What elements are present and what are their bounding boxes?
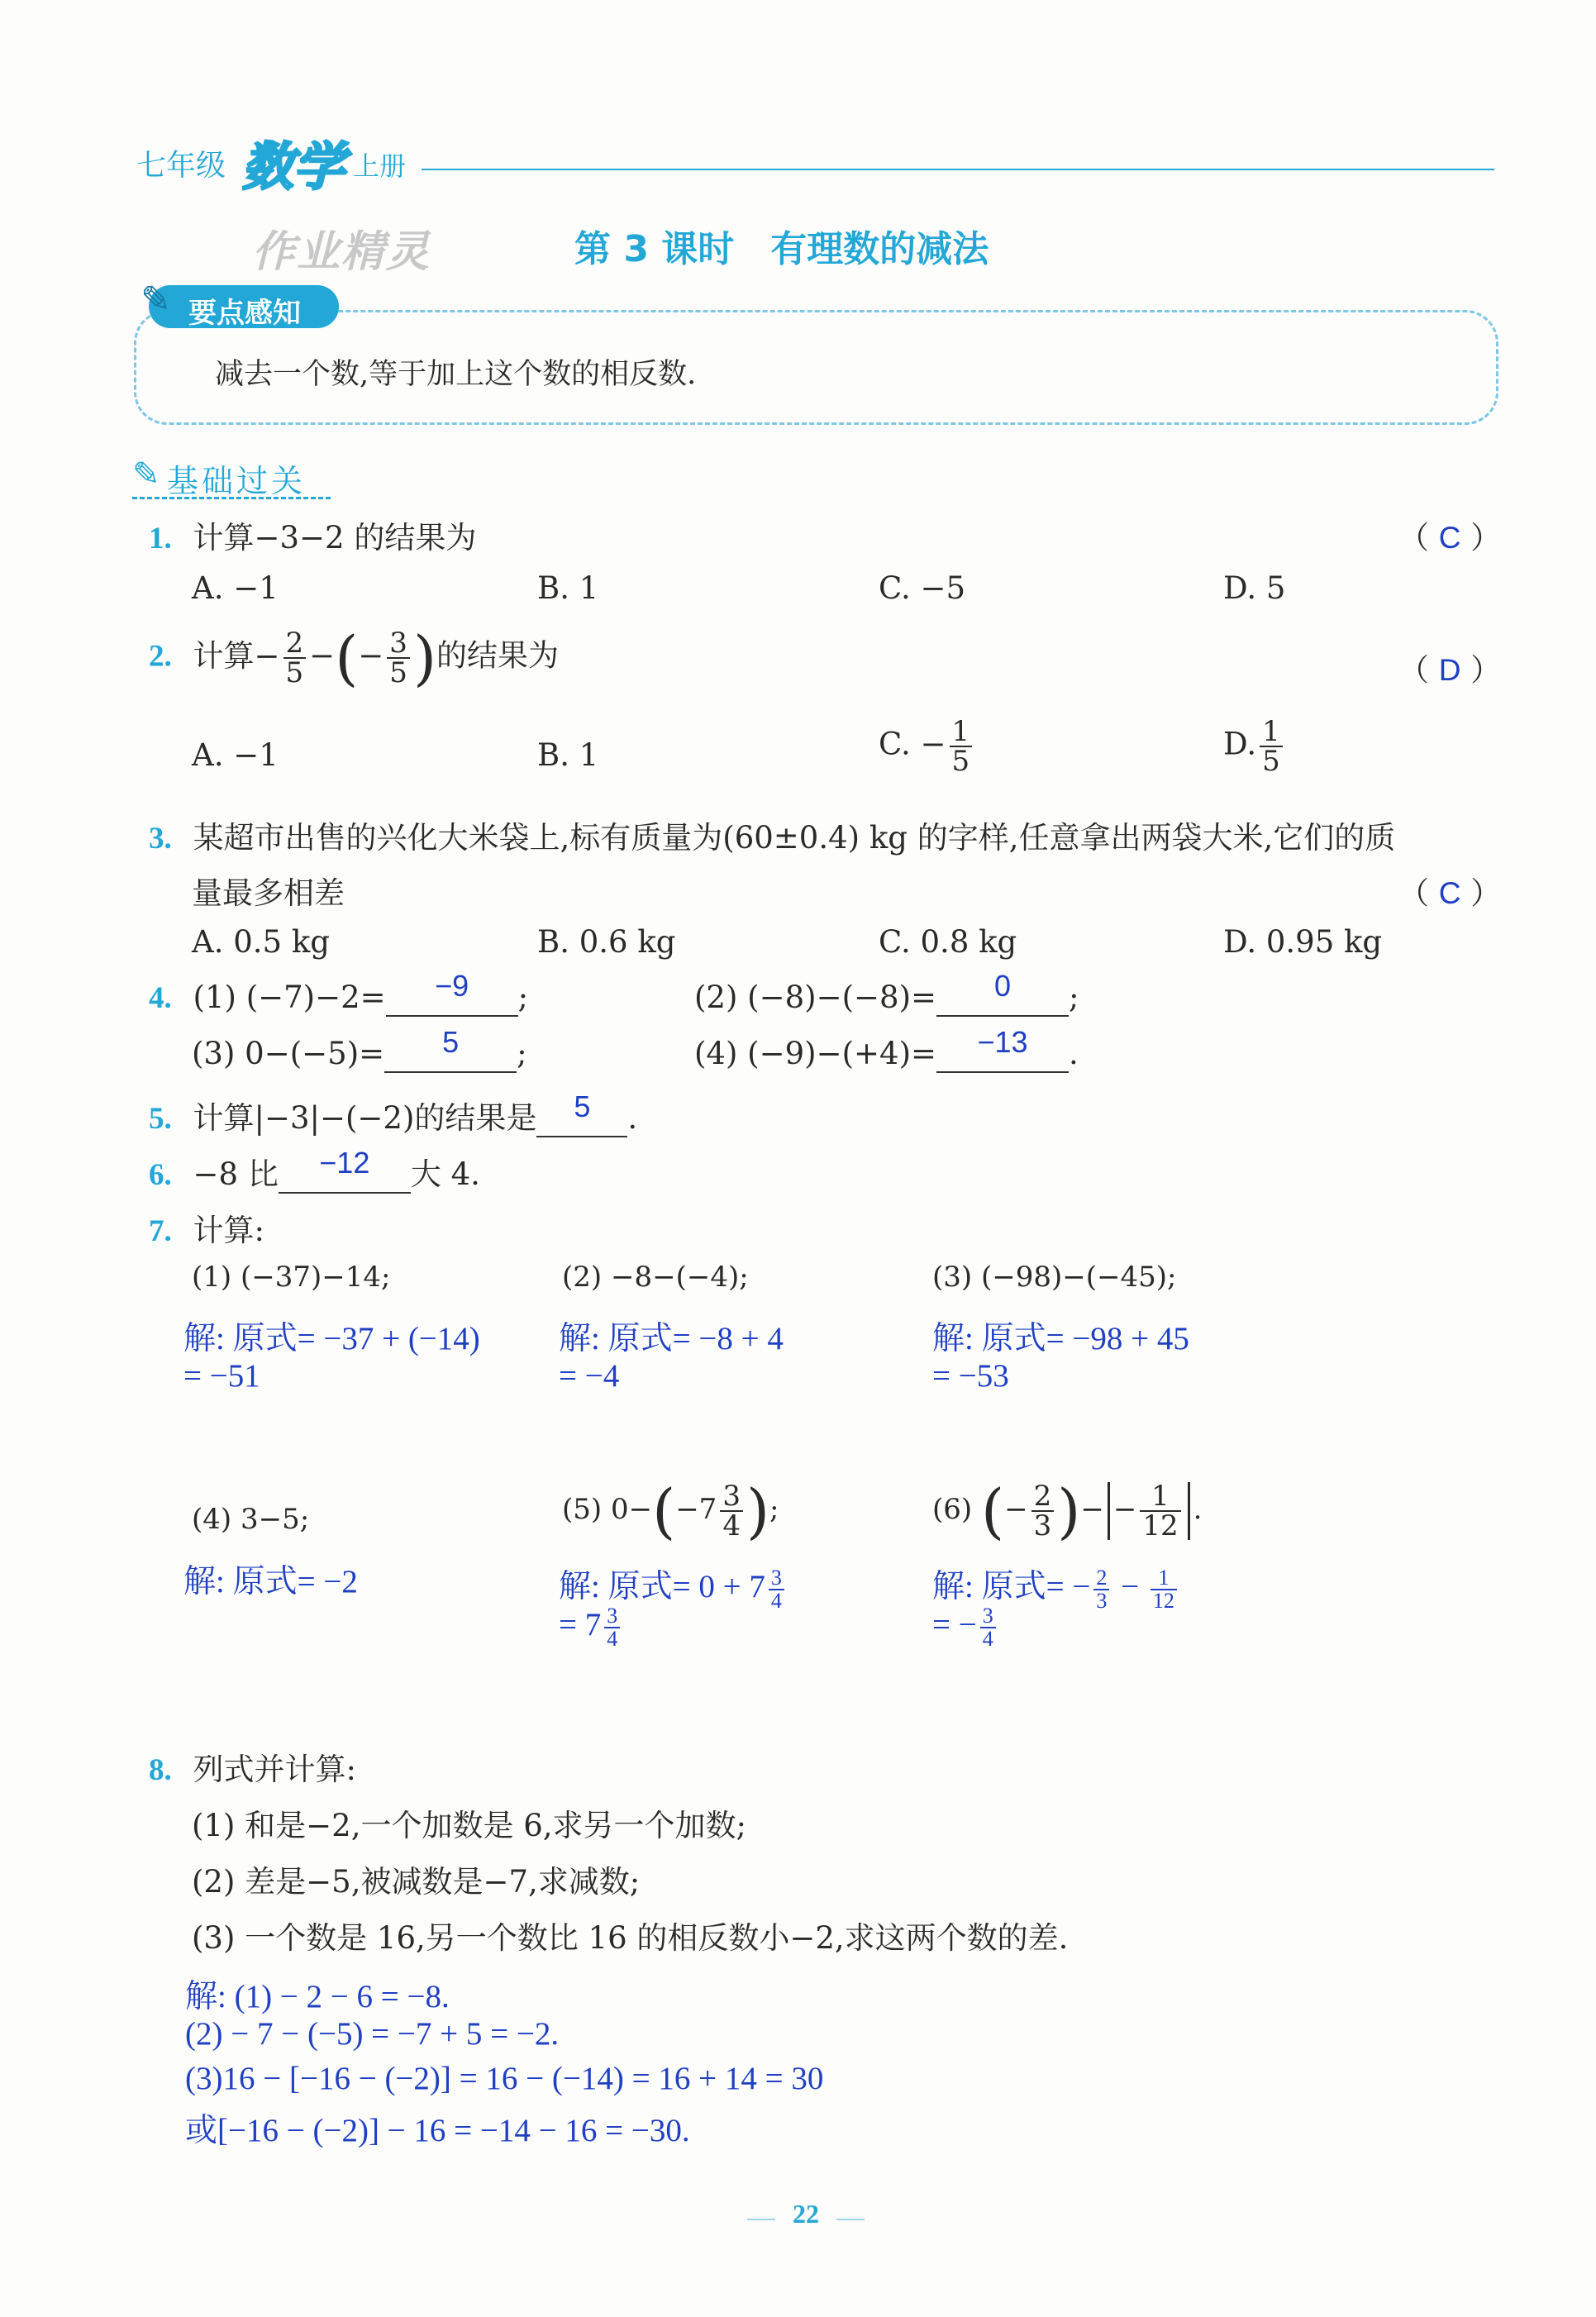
q2-option-a: A. −1 bbox=[192, 737, 279, 773]
q7-part-1: (1) (−37)−14; bbox=[192, 1261, 391, 1294]
q2-number: 2. bbox=[149, 639, 172, 674]
q3-option-c: C. 0.8 kg bbox=[879, 924, 1017, 960]
q3-option-d: D. 0.95 kg bbox=[1223, 924, 1383, 960]
question-3 bbox=[149, 813, 1395, 857]
q3-line-2: 量最多相差 bbox=[192, 875, 345, 911]
q2-option-c: C. − $\frac{1}{5}$ bbox=[879, 718, 975, 775]
q7-part-2: (2) −8−(−4); bbox=[562, 1261, 749, 1294]
header-volume: 上册 bbox=[353, 150, 407, 182]
key-points-text: 减去一个数,等于加上这个数的相反数. bbox=[215, 358, 697, 391]
q4-part-2-row: (2) (−8)−(−8)= 0 ; bbox=[694, 969, 1079, 1015]
q2-option-b: B. 1 bbox=[537, 737, 599, 773]
q7-part-4: (4) 3−5; bbox=[192, 1503, 310, 1536]
q8-stem: 列式并计算: bbox=[193, 1752, 356, 1787]
q2-fraction-2: $\frac{3}{5}$ bbox=[387, 629, 410, 687]
q4-blank-2: 0 bbox=[936, 980, 1069, 1017]
q7-sol-2b: = −4 bbox=[559, 1358, 620, 1394]
q3-line-1: 某超市出售的兴化大米袋上,标有质量为(60±0.4) kg 的字样,任意拿出两袋大米,它们的质 bbox=[193, 820, 1396, 856]
q8-line-3: (3) 一个数是 16,另一个数比 16 的相反数小−2,求这两个数的差. bbox=[192, 1920, 1069, 1956]
q4-number: 4. bbox=[149, 981, 172, 1015]
q2-answer-bracket: （ D ） bbox=[1398, 652, 1502, 688]
q5-number: 5. bbox=[149, 1102, 172, 1136]
q8-number: 8. bbox=[149, 1753, 172, 1787]
q1-option-b: B. 1 bbox=[537, 570, 599, 606]
question-4-row-1: 4. (1) (−7)−2= −9 ; bbox=[149, 969, 529, 1015]
q1-option-d: D. 5 bbox=[1223, 570, 1286, 606]
pin-icon: ✎ bbox=[141, 279, 171, 321]
q8-line-1: (1) 和是−2,一个加数是 6,求另一个加数; bbox=[192, 1808, 747, 1843]
lesson-title: 第 3 课时 有理数的减法 bbox=[574, 228, 989, 270]
q4-blank-1: −9 bbox=[386, 980, 518, 1017]
page-number: 22 bbox=[793, 2199, 819, 2229]
q7-sol-1a: 解: 原式= −37 + (−14) bbox=[183, 1321, 480, 1356]
q6-post: 大 4. bbox=[410, 1156, 480, 1192]
page-header bbox=[136, 132, 1496, 197]
q1-stem: 计算−3−2 的结果为 bbox=[193, 520, 477, 555]
q4-part-3: (3) 0−(−5)= bbox=[192, 1036, 385, 1071]
q7-part-5: (5) 0−(−7 $\frac{3}{4}$ ); bbox=[562, 1476, 779, 1546]
watermark-logo: 作业精灵 bbox=[252, 227, 431, 277]
header-rule bbox=[422, 169, 1494, 170]
q7-stem: 计算: bbox=[193, 1213, 264, 1248]
header-grade: 七年级 bbox=[136, 149, 226, 183]
q2-stem-pre: 计算− bbox=[193, 637, 280, 674]
q4-part-1: (1) (−7)−2= bbox=[193, 980, 386, 1015]
q6-pre: −8 比 bbox=[193, 1156, 279, 1192]
q6-blank: −12 bbox=[279, 1156, 411, 1194]
q8-sol-4: 或[−16 − (−2)] − 16 = −14 − 16 = −30. bbox=[185, 2113, 690, 2148]
question-5: 5. 计算|−3|−(−2)的结果是 5 . bbox=[149, 1089, 638, 1136]
q3-option-a: A. 0.5 kg bbox=[192, 924, 330, 960]
q4-part-2: (2) (−8)−(−8)= bbox=[694, 980, 937, 1015]
q8-sol-1: 解: (1) − 2 − 6 = −8. bbox=[185, 1979, 450, 2014]
q7-sol-6b: = − $\frac{3}{4}$ bbox=[932, 1605, 999, 1650]
q3-number: 3. bbox=[149, 822, 172, 856]
question-1 bbox=[149, 513, 476, 557]
q2-answer: D bbox=[1438, 653, 1461, 687]
section-label: 基础过关 bbox=[167, 463, 307, 499]
q7-sol-6a: 解: 原式= − $\frac{2}{3}$ − $\frac{1}{12}$ bbox=[932, 1561, 1180, 1612]
q8-line-2: (2) 差是−5,被减数是−7,求减数; bbox=[192, 1864, 641, 1900]
q7-sol-3a: 解: 原式= −98 + 45 bbox=[932, 1321, 1189, 1356]
header-subject: 数学 bbox=[242, 136, 345, 197]
q7-number: 7. bbox=[149, 1214, 172, 1248]
key-points-label: 要点感知 bbox=[188, 297, 301, 330]
q7-sol-5a: 解: 原式= 0 + 7 $\frac{3}{4}$ bbox=[559, 1561, 788, 1612]
q1-answer: C bbox=[1438, 521, 1461, 555]
q1-number: 1. bbox=[149, 522, 172, 555]
question-2: 2. 计算− $\frac{2}{5}$ −(− $\frac{3}{5}$ )的结果为 bbox=[149, 623, 560, 693]
q1-option-a: A. −1 bbox=[192, 570, 279, 606]
page-number-row bbox=[736, 2199, 876, 2229]
q4-part-4: (4) (−9)−(+4)= bbox=[694, 1036, 937, 1071]
q5-blank: 5 bbox=[536, 1100, 627, 1137]
q5-stem: 计算|−3|−(−2)的结果是 bbox=[193, 1100, 537, 1136]
q8-sol-3: (3)16 − [−16 − (−2)] = 16 − (−14) = 16 + 14 = 30 bbox=[185, 2061, 824, 2096]
q8-sol-2: (2) − 7 − (−5) = −7 + 5 = −2. bbox=[185, 2016, 560, 2052]
question-6 bbox=[149, 1146, 480, 1194]
q4-blank-3: 5 bbox=[384, 1036, 517, 1073]
pencil-icon: ✎ bbox=[132, 455, 160, 493]
q4-blank-4: −13 bbox=[936, 1036, 1069, 1073]
q7-part-3: (3) (−98)−(−45); bbox=[932, 1261, 1177, 1294]
q7-part-6: (6) (− $\frac{2}{3}$ )− − $\frac{1}{12}$ . bbox=[932, 1476, 1203, 1546]
q2-fraction-1: $\frac{2}{5}$ bbox=[283, 629, 307, 687]
q7-sol-2a: 解: 原式= −8 + 4 bbox=[559, 1321, 784, 1356]
q2-option-d: D. $\frac{1}{5}$ bbox=[1223, 718, 1286, 775]
question-8 bbox=[149, 1744, 356, 1789]
q7-sol-1b: = −51 bbox=[183, 1358, 260, 1394]
section-basics bbox=[132, 451, 331, 499]
q6-number: 6. bbox=[149, 1158, 172, 1192]
key-points-tab bbox=[141, 279, 339, 330]
q3-option-b: B. 0.6 kg bbox=[537, 924, 676, 960]
q7-sol-4a: 解: 原式= −2 bbox=[183, 1564, 358, 1599]
q7-sol-5b: = 7 $\frac{3}{4}$ bbox=[559, 1605, 623, 1650]
question-7 bbox=[149, 1205, 264, 1250]
q1-option-c: C. −5 bbox=[879, 570, 966, 606]
q3-answer-bracket: （ C ） bbox=[1398, 875, 1502, 911]
q1-answer-bracket: （ C ） bbox=[1398, 520, 1502, 555]
q2-stem-post: 的结果为 bbox=[436, 637, 560, 674]
q7-sol-3b: = −53 bbox=[932, 1358, 1009, 1394]
q3-answer: C bbox=[1438, 876, 1461, 910]
question-4-row-2: (3) 0−(−5)= 5 ; bbox=[192, 1025, 527, 1071]
q4-part-4-row: (4) (−9)−(+4)= −13 . bbox=[694, 1025, 1079, 1071]
